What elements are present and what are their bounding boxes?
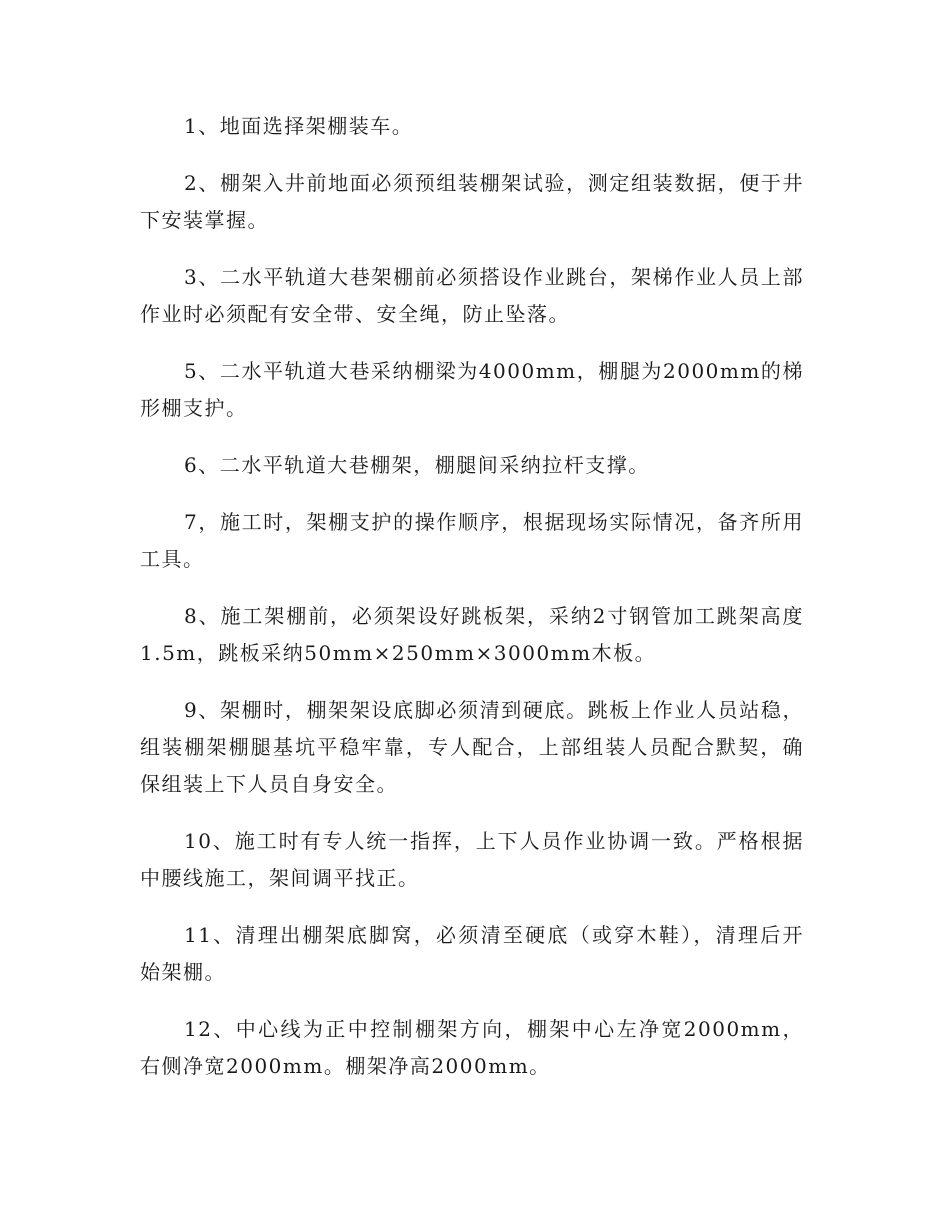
paragraph-item-5: 5、二水平轨道大巷采纳棚梁为4000mm，棚腿为2000mm的梯形棚支护。 (140, 359, 804, 420)
paragraph-item-8: 8、施工架棚前，必须架设好跳板架，采纳2寸钢管加工跳架高度1.5m，跳板采纳50mm×250mm×3000mm木板。 (140, 604, 804, 665)
paragraph-item-7: 7，施工时，架棚支护的操作顺序，根据现场实际情况，备齐所用工具。 (140, 510, 804, 571)
paragraph-item-3: 3、二水平轨道大巷架棚前必须搭设作业跳台，架梯作业人员上部作业时必须配有安全带、安全绳，防止坠落。 (140, 265, 804, 326)
paragraph-item-12: 12、中心线为正中控制棚架方向，棚架中心左净宽2000mm，右侧净宽2000mm。棚架净高2000mm。 (140, 1017, 804, 1078)
paragraph-item-6: 6、二水平轨道大巷棚架，棚腿间采纳拉杆支撑。 (184, 453, 650, 477)
paragraph-item-9: 9、架棚时，棚架架设底脚必须清到硬底。跳板上作业人员站稳，组装棚架棚腿基坑平稳牢靠，专人配合，上部组装人员配合默契，确保组装上下人员自身安全。 (140, 698, 804, 796)
paragraph-item-2: 2、棚架入井前地面必须预组装棚架试验，测定组装数据，便于井下安装掌握。 (140, 171, 804, 232)
paragraph-item-10: 10、施工时有专人统一指挥，上下人员作业协调一致。严格根据中腰线施工，架间调平找正。 (140, 829, 804, 890)
paragraph-item-11: 11、清理出棚架底脚窝，必须清至硬底（或穿木鞋），清理后开始架棚。 (140, 923, 804, 984)
document-body (140, 108, 804, 1105)
paragraph-item-1: 1、地面选择架棚装车。 (184, 114, 414, 138)
